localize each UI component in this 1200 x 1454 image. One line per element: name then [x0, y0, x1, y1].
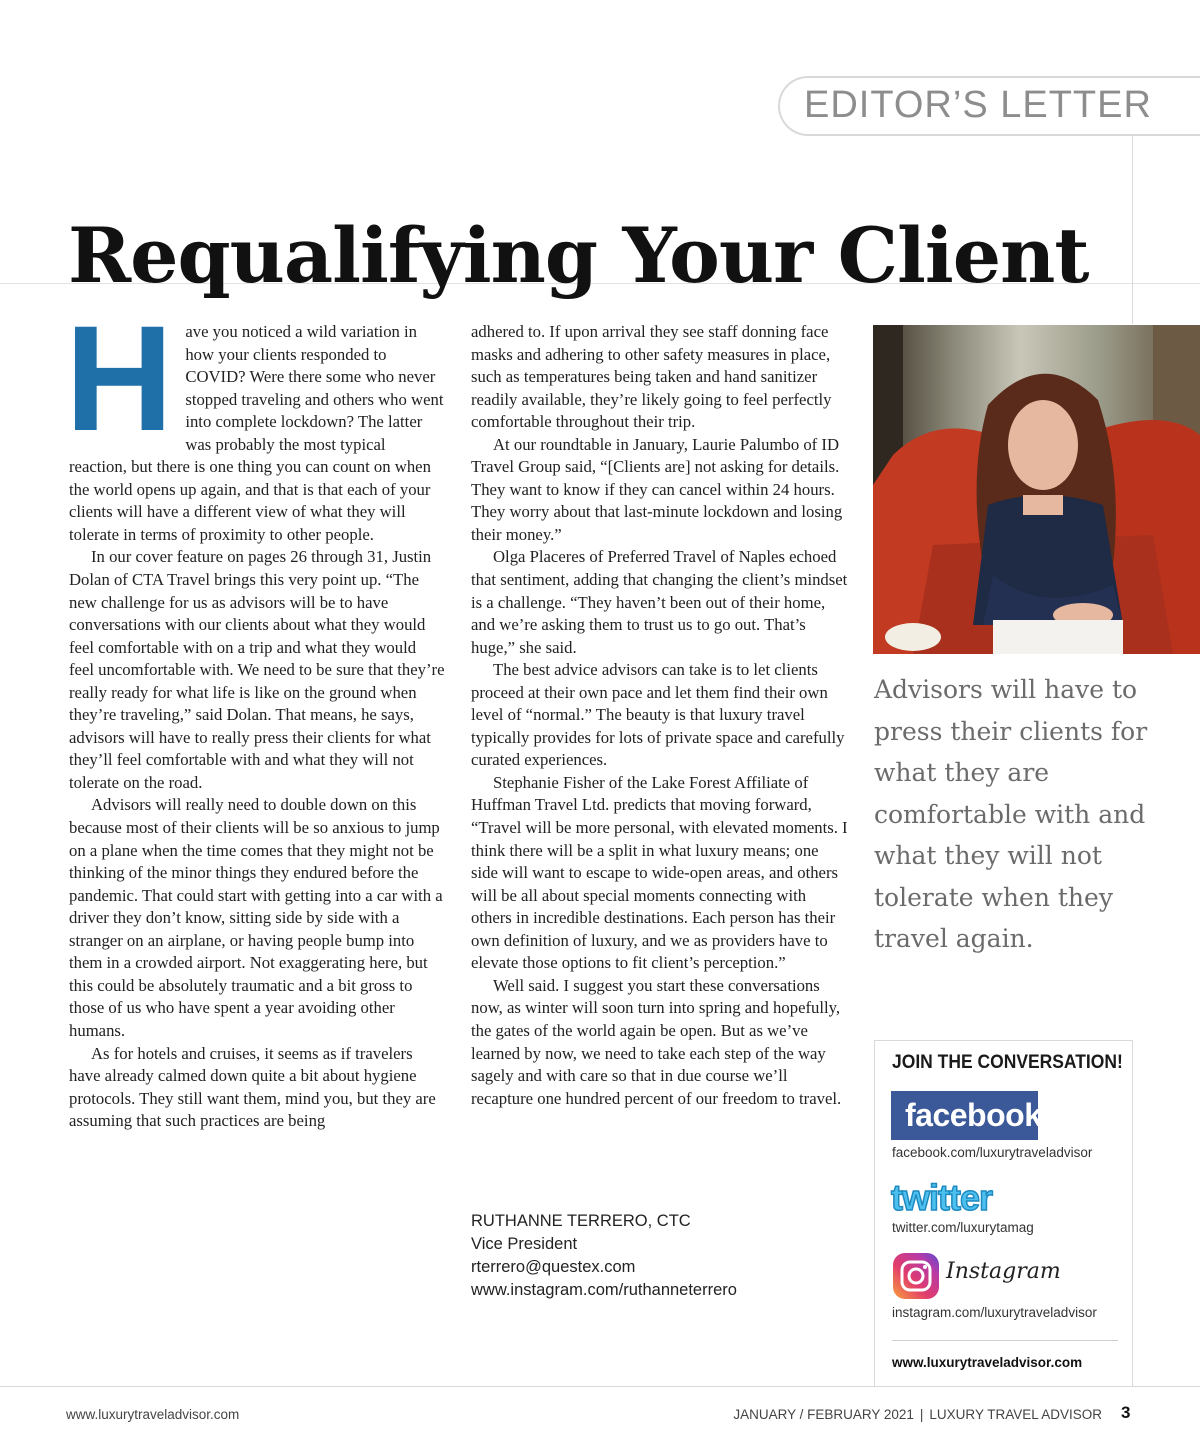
paragraph: The best advice advisors can take is to let clients proceed at their own pace and let them find their own level of “normal.” The beauty is that luxury travel typically provides for lots of private space and carefully curated experiences.	[471, 660, 845, 770]
article-column-2	[471, 321, 849, 1110]
page-number: 3	[1121, 1403, 1131, 1422]
twitter-link[interactable]: twitter.com/luxurytamag	[892, 1220, 1034, 1235]
facebook-link[interactable]: facebook.com/luxurytraveladvisor	[892, 1145, 1093, 1160]
author-email[interactable]: rterrero@questex.com	[471, 1258, 636, 1276]
footer-issue: JANUARY / FEBRUARY 2021	[733, 1407, 914, 1422]
author-photo	[873, 325, 1200, 654]
footer-divider	[0, 1386, 1200, 1387]
twitter-logo-icon[interactable]: twitter	[891, 1177, 992, 1218]
instagram-link[interactable]: instagram.com/luxurytraveladvisor	[892, 1305, 1097, 1320]
paragraph: Well said. I suggest you start these conversations now, as winter will soon turn into spring and hopefully, the gates of the world again be open. But as we’ve learned by now, we need to take each step of the way sagely and with care so that in due course we’ll recapture one hundred percent of our freedom to travel.	[471, 975, 842, 1108]
paragraph: Stephanie Fisher of the Lake Forest Affiliate of Huffman Travel Ltd. predicts that moving forward, “Travel will be more personal, with elevated moments. I think there will be a split in what luxury means; one side will want to escape to wide-open areas, and others will be all about special moments connecting with others in incredible destinations. Each person has their own definition of luxury, and we as providers have to elevate those options to fit client’s perception.”	[471, 772, 848, 973]
paragraph: adhered to. If upon arrival they see staff donning face masks and adhering to other safety measures in place, such as temperatures being taken and hand sanitizer readily available, they’re likely going to feel perfectly comfortable throughout their trip.	[471, 322, 832, 432]
paragraph: Have you noticed a wild variation in how your clients responded to COVID? Were there some who never stopped traveling and others who went into complete lockdown? The latter was probably the most typical reaction, but there is one thing you can count on when the world opens up again, and that is that each of your clients will have a different view of what they will tolerate in terms of proximity to other people.	[65, 294, 444, 544]
paragraph: At our roundtable in January, Laurie Palumbo of ID Travel Group said, “[Clients are] not asking for details. They want to know if they can cancel within 24 hours. They worry about that last-minute lockdown and losing their money.”	[471, 434, 843, 544]
facebook-logo-icon[interactable]: facebook	[891, 1091, 1038, 1140]
frame-divider-vertical	[1132, 136, 1133, 324]
article-headline: Requalifying Your Client	[68, 211, 1089, 300]
paragraph: In our cover feature on pages 26 through 31, Justin Dolan of CTA Travel brings this very point up. “The new challenge for us as advisors will be to have conversations with our clients about what they would feel comfortable with on a trip and what they would feel uncomfortable with. We need to be sure that they’re really ready for what life is like on the ground when they’re traveling,” said Dolan. That means, he says, advisors will have to really press their clients for what they’ll feel comfortable with and what they will not tolerate on the road.	[69, 547, 445, 792]
instagram-icon[interactable]	[892, 1252, 940, 1300]
website-link[interactable]: www.luxurytraveladvisor.com	[892, 1355, 1083, 1370]
paragraph: Advisors will really need to double down on this because most of their clients will be so anxious to jump on a plane when the time comes that they might not be thinking of the minor things they endured before the pandemic. That could start with getting into a car with a driver they don’t know, sitting side by side with a stranger on an airplane, or having people bump into them in a crowded airport. Not exaggerating here, but this could be absolutely traumatic and a bit gross to those of us who have spent a year avoiding other humans.	[69, 795, 443, 1040]
social-title: JOIN THE CONVERSATION!	[892, 1052, 1123, 1073]
author-title: Vice President	[471, 1235, 578, 1253]
section-label: EDITOR’S LETTER	[804, 84, 1152, 126]
instagram-wordmark: Instagram	[946, 1259, 1061, 1284]
footer-publication: LUXURY TRAVEL ADVISOR	[929, 1407, 1102, 1422]
footer-separator: |	[919, 1407, 924, 1422]
pull-quote: Advisors will have to press their clients for what they are comfortable with and what they will not tolerate when they travel again.	[874, 675, 1148, 953]
article-column-1	[65, 294, 445, 1133]
footer-issue-info	[733, 1407, 1102, 1422]
social-divider	[892, 1340, 1118, 1341]
author-signature	[471, 1210, 737, 1302]
author-instagram-link[interactable]: www.instagram.com/ruthanneterrero	[471, 1281, 737, 1299]
author-name: RUTHANNE TERRERO, CTC	[471, 1212, 691, 1230]
drop-cap: H	[65, 294, 174, 462]
paragraph: As for hotels and cruises, it seems as if travelers have already calmed down quite a bit about hygiene protocols. They still want them, mind you, but they are assuming that such practices are being	[69, 1043, 436, 1131]
paragraph: Olga Placeres of Preferred Travel of Naples echoed that sentiment, adding that changing the client’s mindset is a challenge. “They haven’t been out of their home, and we’re asking them to trust us to go out. That’s huge,” she said.	[471, 547, 848, 657]
footer-website[interactable]: www.luxurytraveladvisor.com	[66, 1407, 240, 1422]
